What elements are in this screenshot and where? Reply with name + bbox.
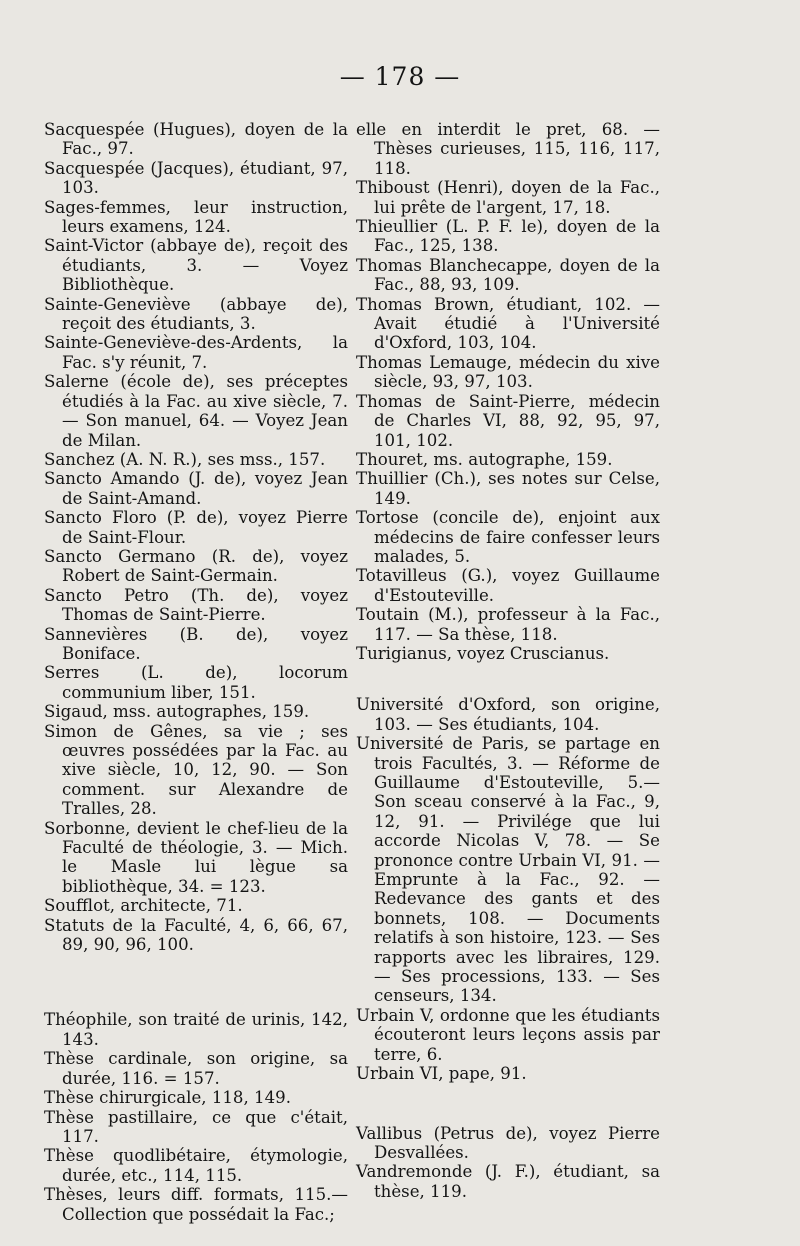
index-entry: Thèse pastillaire, ce que c'était, 117. [44,1107,348,1146]
index-entry: Thèse quodlibétaire, étymologie, durée, etc., 114, 115. [44,1146,348,1185]
index-entry: Serres (L. de), locorum communium liber, 151. [44,663,348,702]
index-group-u [356,695,660,1083]
index-entry: Saint-Victor (abbaye de), reçoit des étudiants, 3. — Voyez Bibliothèque. [44,236,348,295]
index-entry: Urbain VI, pape, 91. [356,1064,527,1084]
index-entry: Thieullier (L. P. F. le), doyen de la Fac., 125, 138. [356,217,660,256]
index-entry: Université d'Oxford, son origine, 103. — Ses étudiants, 104. [356,695,660,734]
index-entry: Vallibus (Petrus de), voyez Pierre Desvallées. [356,1123,660,1162]
index-entry: Thèses, leurs diff. formats, 115.— Collection que possédait la Fac.; [44,1185,348,1224]
index-entry: Thèse chirurgicale, 118, 149. [44,1088,291,1108]
index-entry: Sacquespée (Hugues), doyen de la Fac., 97. [44,120,348,159]
index-entry: Thomas Blanchecappe, doyen de la Fac., 88, 93, 109. [356,255,660,295]
index-entry: Simon de Gênes, sa vie ; ses œuvres possédées par la Fac. au xive siècle, 10, 12, 90. — Son comment. sur Alexandre de Tralles, 28. [44,721,348,819]
index-entry: Sorbonne, devient le chef-lieu de la Faculté de théologie, 3. — Mich. le Masle lui lègue sa bibliothèque, 34. = 123. [44,818,348,896]
index-entry: Soufflot, architecte, 71. [44,896,243,916]
left-column [44,120,348,1224]
index-entry: Thuillier (Ch.), ses notes sur Celse, 149. [356,469,660,508]
page-number: — 178 — [339,62,461,91]
index-entry: Sancto Germano (R. de), voyez Robert de Saint-Germain. [44,546,348,586]
index-group-s [44,120,348,954]
index-group-v [356,1124,660,1202]
index-entry: Salerne (école de), ses préceptes étudiés à la Fac. au xive siècle, 7. — Son manuel, 64. — Voyez Jean de Milan. [44,372,348,450]
index-entry: Toutain (M.), professeur à la Fac., 117. — Sa thèse, 118. [356,605,660,644]
index-entry: Thomas de Saint-Pierre, médecin de Charles VI, 88, 92, 95, 97, 101, 102. [356,391,660,450]
index-group-t-continued [356,120,660,663]
index-entry: Université de Paris, se partage en trois Facultés, 3. — Réforme de Guillaume d'Estouteville, 5.— Son sceau conservé à la Fac., 9, 12, 91. — Privilége que lui accorde Nicolas V, 78. — Se prononce contre Urbain VI, 91. — Emprunte à la Fac., 92. — Redevance des gants et des bonnets, 108. — Documents relatifs à son histoire, 123. — Ses rapports avec les libraires, 129. — Ses processions, 133. — Ses censeurs, 134. [356,734,660,1006]
index-entry: Thomas Brown, étudiant, 102. — Avait étudié à l'Université d'Oxford, 103, 104. [356,294,660,353]
index-entry: Sigaud, mss. autographes, 159. [44,702,310,722]
index-entry: Tortose (concile de), enjoint aux médecins de faire confesser leurs malades, 5. [356,508,660,566]
index-entry: Urbain V, ordonne que les étudiants écouteront leurs leçons assis par terre, 6. [356,1005,660,1064]
index-entry: Sainte-Geneviève (abbaye de), reçoit des étudiants, 3. [44,294,348,334]
index-entry: Thèse cardinale, son origine, sa durée, 116. = 157. [44,1049,348,1088]
index-entry: Sancto Floro (P. de), voyez Pierre de Saint-Flour. [44,508,348,547]
index-entry: Thouret, ms. autographe, 159. [356,449,613,469]
index-entry: Sages-femmes, leur instruction, leurs examens, 124. [44,197,348,237]
index-entry: Totavilleus (G.), voyez Guillaume d'Estouteville. [356,566,660,605]
index-entry: Sancto Amando (J. de), voyez Jean de Saint-Amand. [44,469,348,508]
index-entry: Sannevières (B. de), voyez Boniface. [44,624,348,663]
index-entry: Turigianus, voyez Cruscianus. [356,643,610,663]
index-entry: elle en interdit le pret, 68. — Thèses curieuses, 115, 116, 117, 118. [356,120,660,178]
index-entry: Statuts de la Faculté, 4, 6, 66, 67, 89, 90, 96, 100. [44,915,348,955]
index-entry: Sainte-Geneviève-des-Ardents, la Fac. s'y réunit, 7. [44,333,348,372]
index-entry: Thomas Lemauge, médecin du xive siècle, 93, 97, 103. [356,352,660,392]
index-entry: Sancto Petro (Th. de), voyez Thomas de Saint-Pierre. [44,585,348,625]
index-entry: Sanchez (A. N. R.), ses mss., 157. [44,449,326,469]
index-entry: Thiboust (Henri), doyen de la Fac., lui prête de l'argent, 17, 18. [356,178,660,217]
index-group-t [44,1010,348,1223]
index-entry: Théophile, son traité de urinis, 142, 143. [44,1010,348,1049]
index-entry: Sacquespée (Jacques), étudiant, 97, 103. [44,158,348,198]
right-column [356,120,660,1201]
index-entry: Vandremonde (J. F.), étudiant, sa thèse, 119. [356,1162,660,1201]
